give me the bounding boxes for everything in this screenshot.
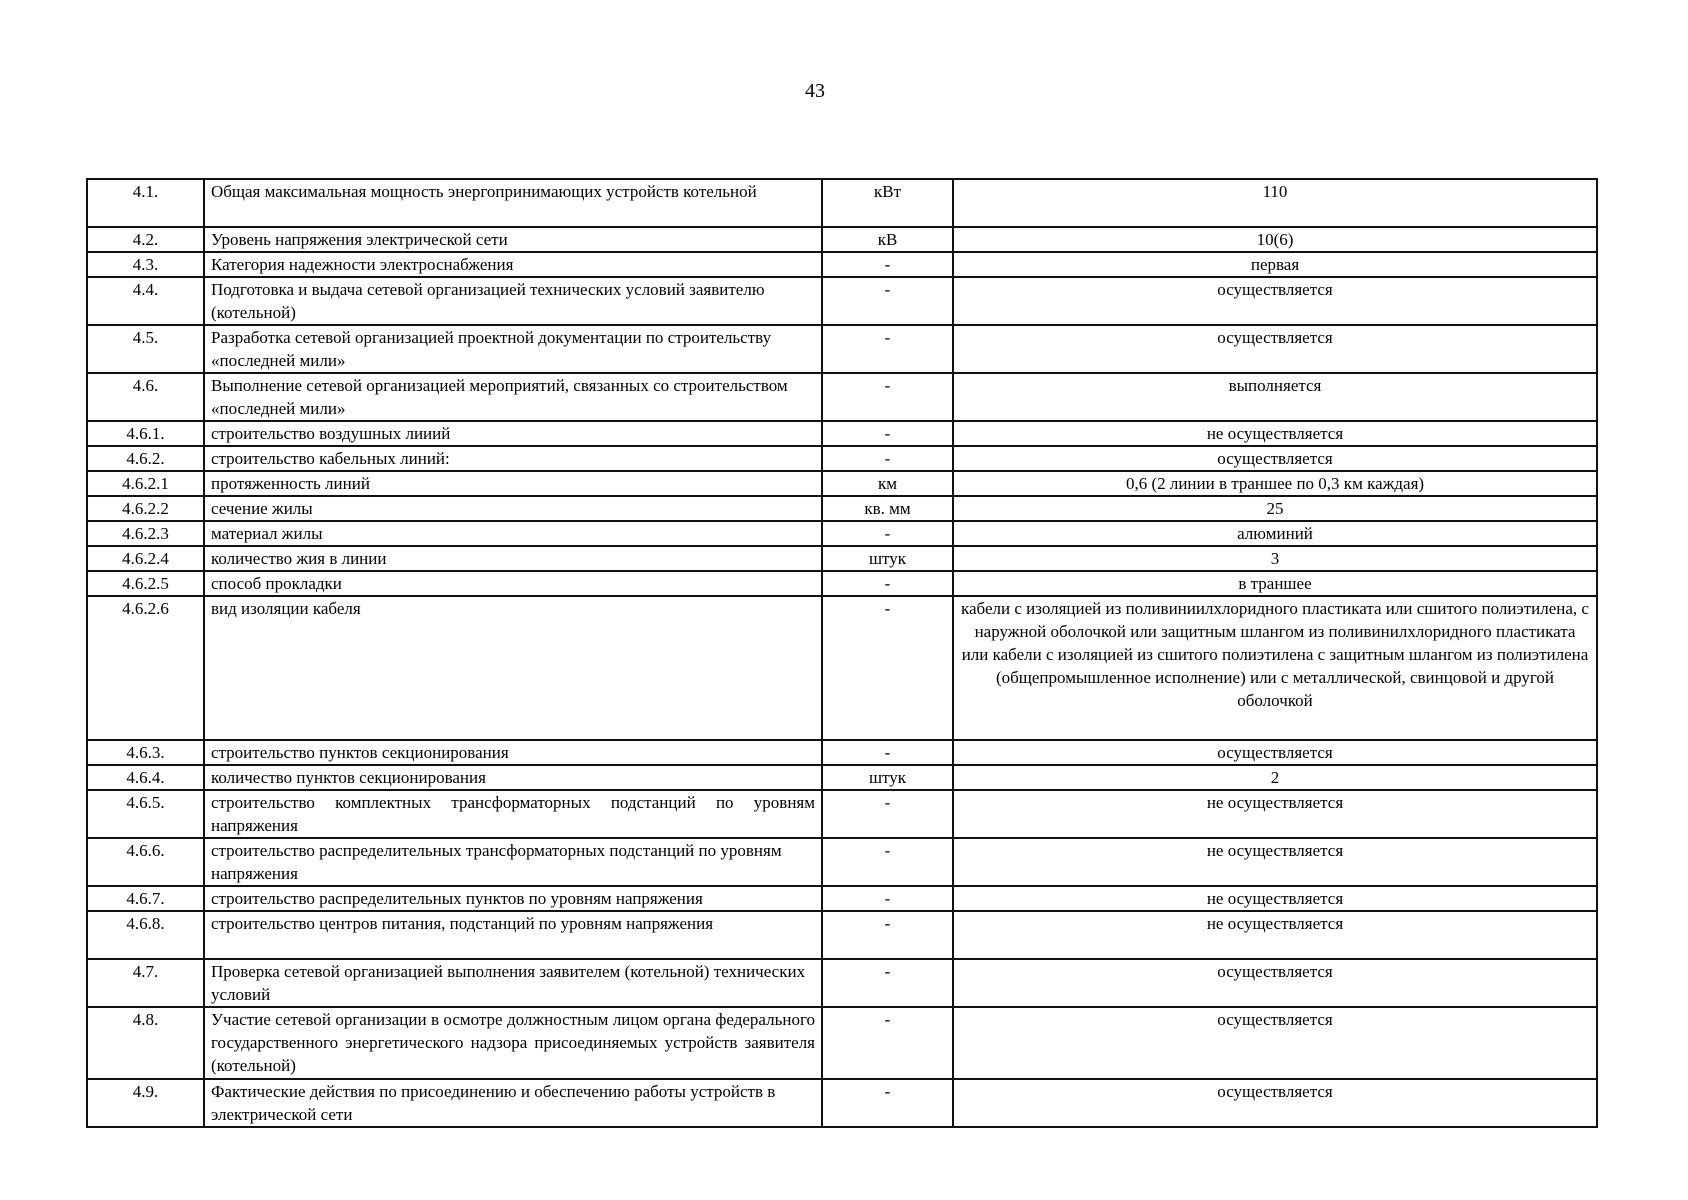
row-number: 4.6.2.3 xyxy=(87,521,204,546)
value: 110 xyxy=(953,179,1597,227)
row-number: 4.6. xyxy=(87,373,204,421)
value: не осуществляется xyxy=(953,790,1597,838)
table-row xyxy=(87,179,1597,227)
row-number: 4.6.2. xyxy=(87,446,204,471)
parameter-name: Общая максимальная мощность энергопринимающих устройств котельной xyxy=(204,179,822,227)
value: выполняется xyxy=(953,373,1597,421)
parameter-name: строительство распределительных пунктов по уровням напряжения xyxy=(204,886,822,911)
table-row xyxy=(87,1007,1597,1079)
unit: кВ xyxy=(822,227,953,252)
table-row xyxy=(87,911,1597,959)
parameter-name: Фактические действия по присоединению и обеспечению работы устройств в электрической сети xyxy=(204,1079,822,1127)
table-row xyxy=(87,765,1597,790)
unit: - xyxy=(822,571,953,596)
value: 0,6 (2 линии в траншее по 0,3 км каждая) xyxy=(953,471,1597,496)
parameter-name: строительство распределительных трансформаторных подстанций по уровням напряжения xyxy=(204,838,822,886)
unit: кВт xyxy=(822,179,953,227)
table-row xyxy=(87,1079,1597,1127)
unit: - xyxy=(822,790,953,838)
value: осуществляется xyxy=(953,446,1597,471)
value: в траншее xyxy=(953,571,1597,596)
value: не осуществляется xyxy=(953,886,1597,911)
row-number: 4.9. xyxy=(87,1079,204,1127)
row-number: 4.6.2.2 xyxy=(87,496,204,521)
table-row xyxy=(87,886,1597,911)
row-number: 4.6.2.4 xyxy=(87,546,204,571)
table-row xyxy=(87,421,1597,446)
table-row xyxy=(87,546,1597,571)
value: осуществляется xyxy=(953,959,1597,1007)
parameter-name: вид изоляции кабеля xyxy=(204,596,822,740)
parameter-name: строительство комплектных трансформаторных подстанций по уровням напряжения xyxy=(204,790,822,838)
parameter-name: сечение жилы xyxy=(204,496,822,521)
unit: кв. мм xyxy=(822,496,953,521)
unit: - xyxy=(822,740,953,765)
parameter-name: протяженность линий xyxy=(204,471,822,496)
unit: штук xyxy=(822,765,953,790)
unit: - xyxy=(822,446,953,471)
row-number: 4.2. xyxy=(87,227,204,252)
row-number: 4.6.2.5 xyxy=(87,571,204,596)
parameter-name: строительство воздушных лииий xyxy=(204,421,822,446)
unit: - xyxy=(822,277,953,325)
value: 25 xyxy=(953,496,1597,521)
row-number: 4.6.6. xyxy=(87,838,204,886)
row-number: 4.1. xyxy=(87,179,204,227)
row-number: 4.7. xyxy=(87,959,204,1007)
row-number: 4.4. xyxy=(87,277,204,325)
table-row xyxy=(87,790,1597,838)
table-row xyxy=(87,471,1597,496)
parameter-name: материал жилы xyxy=(204,521,822,546)
row-number: 4.5. xyxy=(87,325,204,373)
unit: - xyxy=(822,1007,953,1079)
table-row xyxy=(87,227,1597,252)
value: первая xyxy=(953,252,1597,277)
unit: - xyxy=(822,886,953,911)
value: осуществляется xyxy=(953,277,1597,325)
table-row xyxy=(87,277,1597,325)
unit: - xyxy=(822,1079,953,1127)
table-row xyxy=(87,740,1597,765)
row-number: 4.6.3. xyxy=(87,740,204,765)
parameter-name: Выполнение сетевой организацией мероприятий, связанных со строительством «последней мили» xyxy=(204,373,822,421)
row-number: 4.6.4. xyxy=(87,765,204,790)
page-number: 43 xyxy=(805,80,825,102)
table-row xyxy=(87,252,1597,277)
table-row xyxy=(87,496,1597,521)
parameter-name: Участие сетевой организации в осмотре должностным лицом органа федерального государственного энергетического надзора присоединяемых устройств заявителя (котельной) xyxy=(204,1007,822,1079)
parameter-name: Уровень напряжения электрической сети xyxy=(204,227,822,252)
parameter-name: строительство центров питания, подстанций по уровням напряжения xyxy=(204,911,822,959)
unit: км xyxy=(822,471,953,496)
parameter-name: строительство кабельных линий: xyxy=(204,446,822,471)
row-number: 4.6.2.1 xyxy=(87,471,204,496)
unit: - xyxy=(822,252,953,277)
unit: - xyxy=(822,325,953,373)
value: осуществляется xyxy=(953,740,1597,765)
table-row xyxy=(87,838,1597,886)
unit: - xyxy=(822,596,953,740)
table-row xyxy=(87,596,1597,740)
table-row xyxy=(87,521,1597,546)
table-row xyxy=(87,959,1597,1007)
parameter-name: количество пунктов секционирования xyxy=(204,765,822,790)
unit: - xyxy=(822,373,953,421)
value: 2 xyxy=(953,765,1597,790)
row-number: 4.3. xyxy=(87,252,204,277)
row-number: 4.8. xyxy=(87,1007,204,1079)
value: не осуществляется xyxy=(953,911,1597,959)
value: кабели с изоляцией из поливиниилхлоридного пластиката или сшитого полиэтилена, с наружной оболочкой или защитным шлангом из поливинилхлоридного пластиката или кабели с изоляцией из сшитого полиэтилена с защитным шлангом из полиэтилена (общепромышленное исполнение) или с металлической, свинцовой и другой оболочкой xyxy=(953,596,1597,740)
value: 3 xyxy=(953,546,1597,571)
parameter-name: строительство пунктов секционирования xyxy=(204,740,822,765)
value: алюминий xyxy=(953,521,1597,546)
value: 10(6) xyxy=(953,227,1597,252)
row-number: 4.6.1. xyxy=(87,421,204,446)
parameter-name: Категория надежности электроснабжения xyxy=(204,252,822,277)
value: осуществляется xyxy=(953,1079,1597,1127)
parameter-name: способ прокладки xyxy=(204,571,822,596)
value: осуществляется xyxy=(953,325,1597,373)
table-row xyxy=(87,571,1597,596)
unit: - xyxy=(822,521,953,546)
parameter-name: Разработка сетевой организацией проектной документации по строительству «последней мили» xyxy=(204,325,822,373)
table-row xyxy=(87,446,1597,471)
parameter-name: Подготовка и выдача сетевой организацией технических условий заявителю (котельной) xyxy=(204,277,822,325)
row-number: 4.6.7. xyxy=(87,886,204,911)
unit: - xyxy=(822,421,953,446)
unit: штук xyxy=(822,546,953,571)
value: осуществляется xyxy=(953,1007,1597,1079)
parameter-name: Проверка сетевой организацией выполнения заявителем (котельной) технических условий xyxy=(204,959,822,1007)
row-number: 4.6.2.6 xyxy=(87,596,204,740)
parameter-name: количество жия в линии xyxy=(204,546,822,571)
unit: - xyxy=(822,959,953,1007)
value: не осуществляется xyxy=(953,421,1597,446)
unit: - xyxy=(822,838,953,886)
table-row xyxy=(87,325,1597,373)
row-number: 4.6.5. xyxy=(87,790,204,838)
table-row xyxy=(87,373,1597,421)
row-number: 4.6.8. xyxy=(87,911,204,959)
unit: - xyxy=(822,911,953,959)
specification-table xyxy=(86,178,1598,1128)
value: не осуществляется xyxy=(953,838,1597,886)
